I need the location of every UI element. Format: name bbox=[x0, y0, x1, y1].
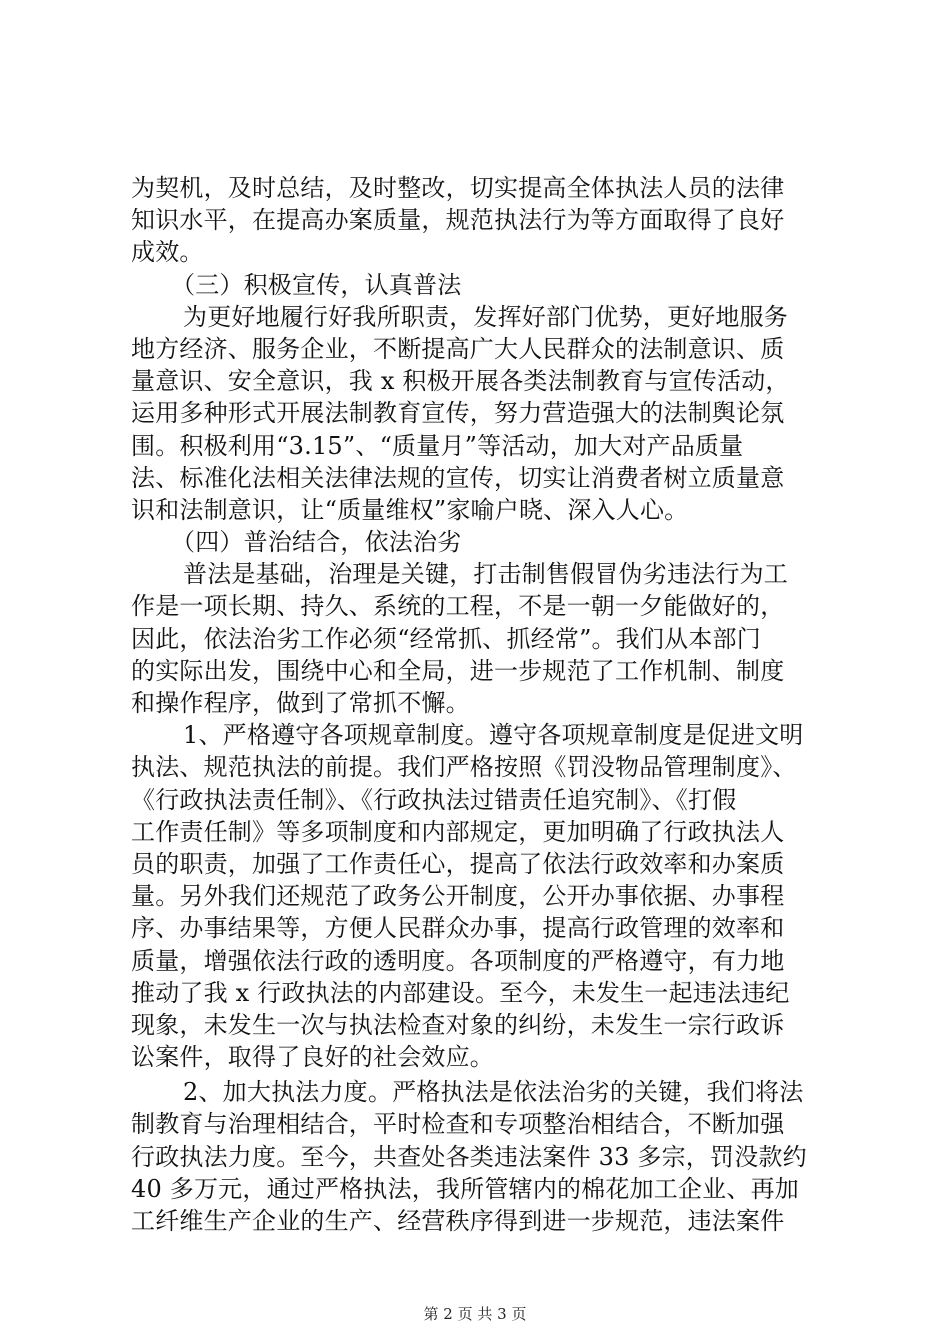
paragraph-first-line: 1、严格遵守各项规章制度。遵守各项规章制度是促进文明 bbox=[183, 721, 804, 750]
text-line: 法、标准化法相关法律法规的宣传，切实让消费者树立质量意 bbox=[131, 463, 785, 492]
text-line: 和操作程序，做到了常抓不懈。 bbox=[131, 689, 470, 717]
text-line: 为契机，及时总结，及时整改，切实提高全体执法人员的法律 bbox=[131, 174, 785, 202]
text-line: 执法、规范执法的前提。我们严格按照《罚没物品管理制度》、 bbox=[131, 753, 797, 782]
paragraph-first-line: 为更好地履行好我所职责，发挥好部门优势，更好地服务 bbox=[183, 302, 788, 331]
section-heading: （四）普治结合，依法治劣 bbox=[171, 528, 462, 557]
text-line: 《行政执法责任制》、《行政执法过错责任追究制》、《打假 bbox=[131, 785, 737, 814]
text-line: 序、办事结果等，方便人民群众办事，提高行政管理的效率和 bbox=[131, 914, 785, 943]
section-heading: （三）积极宣传，认真普法 bbox=[171, 270, 462, 299]
paragraph-first-line: 普法是基础，治理是关键，打击制售假冒伪劣违法行为工 bbox=[183, 560, 788, 589]
paragraph-first-line: 2、加大执法力度。严格执法是依法治劣的关键，我们将法 bbox=[183, 1078, 804, 1107]
text-line: 识和法制意识，让“质量维权”家喻户晓、深入人心。 bbox=[131, 495, 689, 524]
text-line: 40 多万元，通过严格执法，我所管辖内的棉花加工企业、再加 bbox=[131, 1174, 799, 1203]
text-line: 成效。 bbox=[131, 238, 204, 267]
text-line: 质量，增强依法行政的透明度。各项制度的严格遵守，有力地 bbox=[131, 946, 785, 975]
text-line: 工作责任制》等多项制度和内部规定，更加明确了行政执法人 bbox=[131, 817, 785, 846]
text-line: 知识水平，在提高办案质量，规范执法行为等方面取得了良好 bbox=[131, 206, 785, 235]
text-line: 讼案件，取得了良好的社会效应。 bbox=[131, 1043, 494, 1072]
text-line: 作是一项长期、持久、系统的工程，不是一朝一夕能做好的， bbox=[131, 592, 785, 621]
text-line: 运用多种形式开展法制教育宣传，努力营造强大的法制舆论氛 bbox=[131, 399, 785, 428]
text-line: 围。积极利用“3.15”、“质量月”等活动，加大对产品质量 bbox=[131, 431, 744, 460]
text-line: 行政执法力度。至今，共查处各类违法案件 33 多宗，罚没款约 bbox=[131, 1142, 807, 1171]
text-line: 量。另外我们还规范了政务公开制度，公开办事依据、办事程 bbox=[131, 882, 785, 911]
text-line: 工纤维生产企业的生产、经营秩序得到进一步规范，违法案件 bbox=[131, 1207, 785, 1235]
page-number: 第 2 页 共 3 页 bbox=[423, 1305, 527, 1323]
document-body bbox=[131, 172, 835, 1237]
text-line: 推动了我 x 行政执法的内部建设。至今，未发生一起违法违纪 bbox=[131, 978, 790, 1007]
text-line: 现象，未发生一次与执法检查对象的纠纷，未发生一宗行政诉 bbox=[131, 1010, 785, 1039]
text-line: 的实际出发，围绕中心和全局，进一步规范了工作机制、制度 bbox=[131, 656, 785, 685]
text-line: 制教育与治理相结合，平时检查和专项整治相结合，不断加强 bbox=[131, 1110, 785, 1139]
text-line: 量意识、安全意识，我 x 积极开展各类法制教育与宣传活动， bbox=[131, 367, 790, 396]
page-footer bbox=[0, 1303, 950, 1324]
text-line: 员的职责，加强了工作责任心，提高了依法行政效率和办案质 bbox=[131, 849, 785, 878]
text-line: 地方经济、服务企业，不断提高广大人民群众的法制意识、质 bbox=[131, 334, 785, 363]
text-line: 因此，依法治劣工作必须“经常抓、抓经常”。我们从本部门 bbox=[131, 624, 761, 653]
